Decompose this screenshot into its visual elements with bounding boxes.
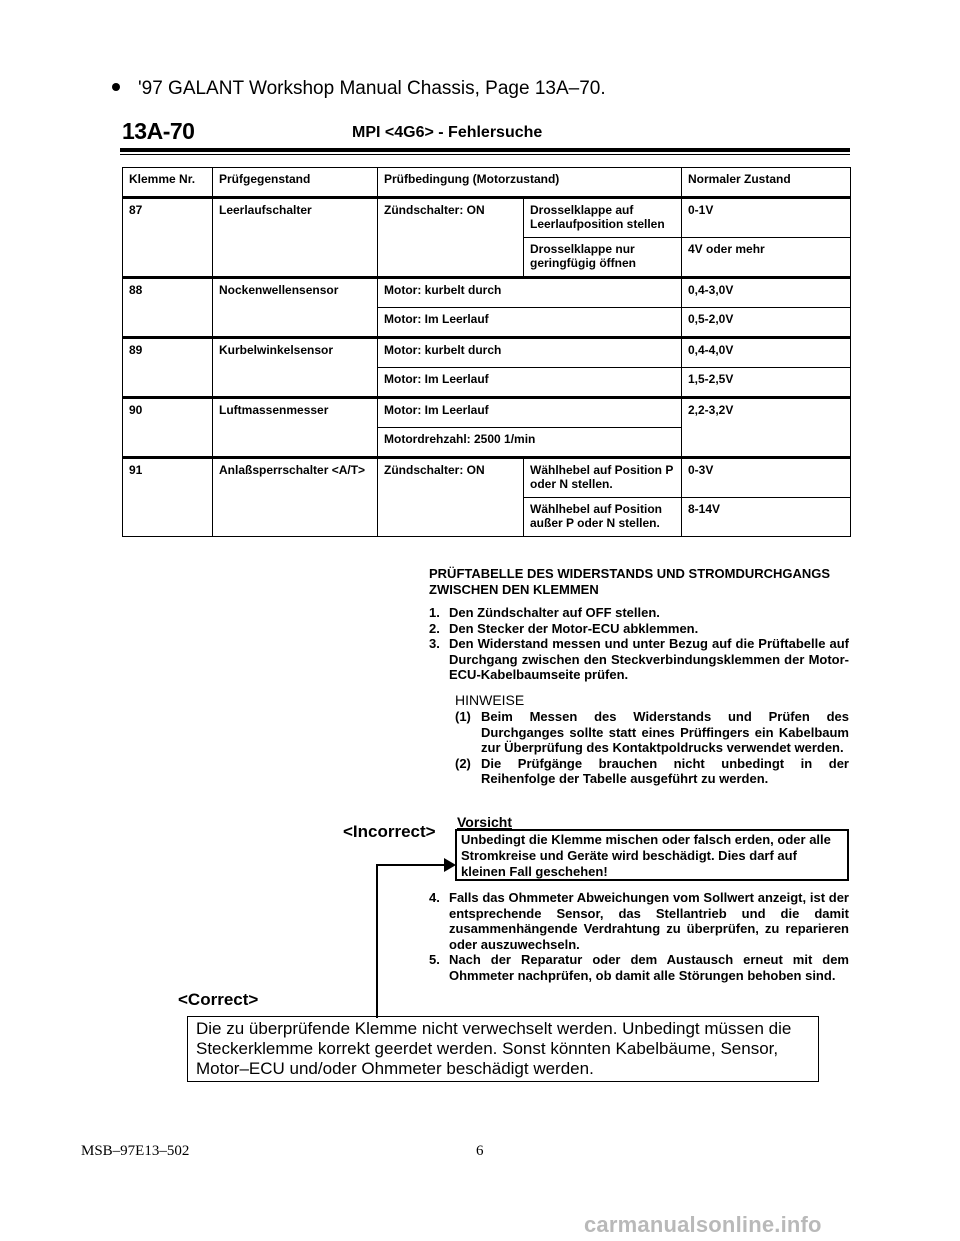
check-condition: Motor: Im Leerlauf	[378, 398, 682, 428]
terminal-number: 91	[123, 458, 213, 537]
check-subcondition: Drosselklappe auf Leerlaufposition stellen	[524, 198, 682, 238]
terminal-number: 88	[123, 278, 213, 338]
table-header-row	[123, 168, 851, 198]
list-item	[429, 605, 849, 621]
step-number: 4.	[429, 890, 440, 905]
check-condition: Motor: Im Leerlauf	[378, 368, 682, 398]
normal-value: 0,5-2,0V	[682, 308, 851, 338]
normal-value: 0-1V	[682, 198, 851, 238]
correct-label: <Correct>	[178, 990, 259, 1009]
step-text: Nach der Reparatur oder dem Austausch erneut mit dem Ohmmeter nachprüfen, ob damit alle Störungen behoben sind.	[449, 952, 849, 983]
normal-value: 1,5-2,5V	[682, 368, 851, 398]
col-header: Prüfgegenstand	[213, 168, 378, 198]
check-item: Anlaßsperrschalter <A/T>	[213, 458, 378, 537]
check-subcondition: Wählhebel auf Position P oder N stellen.	[524, 458, 682, 498]
check-condition: Motor: Im Leerlauf	[378, 308, 682, 338]
spec-table	[122, 167, 851, 537]
step-list-continued	[429, 890, 849, 983]
table-row	[123, 278, 851, 308]
normal-value: 0,4-4,0V	[682, 338, 851, 368]
col-header: Prüfbedingung (Motorzustand)	[378, 168, 682, 198]
normal-value: 0-3V	[682, 458, 851, 498]
terminal-number: 87	[123, 198, 213, 278]
top-line	[112, 78, 606, 100]
step-number: 5.	[429, 952, 440, 967]
check-condition: Zündschalter: ON	[378, 458, 524, 537]
check-condition: Motordrehzahl: 2500 1/min	[378, 428, 682, 458]
check-item: Luftmassenmesser	[213, 398, 378, 458]
check-subcondition: Wählhebel auf Position außer P oder N stellen.	[524, 498, 682, 537]
step-text: Den Stecker der Motor-ECU abklemmen.	[449, 620, 699, 636]
page-number: 13A-70	[122, 118, 195, 144]
table-row	[123, 398, 851, 428]
caution-title: Vorsicht	[457, 814, 512, 830]
note-text: Beim Messen des Widerstands und Prüfen des Durchganges sollte statt eines Prüffingers ein Kabelbaum zur Überprüfung des Kontaktpoldrucks verwendet werden.	[481, 709, 849, 755]
arrow-right-icon	[444, 858, 456, 872]
step-text: Den Widerstand messen und unter Bezug auf die Prüftabelle auf Durchgang zwischen den Steckverbindungsklemmen der Motor-ECU-Kabelbaumseite prüfen.	[449, 636, 849, 682]
check-condition: Zündschalter: ON	[378, 198, 524, 278]
step-list	[429, 605, 849, 683]
check-item: Leerlaufschalter	[213, 198, 378, 278]
terminal-number: 89	[123, 338, 213, 398]
page-title: MPI <4G6> - Fehlersuche	[352, 124, 543, 141]
normal-value: 0,4-3,0V	[682, 278, 851, 308]
col-header: Klemme Nr.	[123, 168, 213, 198]
step-number: 2.	[429, 620, 440, 636]
step-number: 1.	[429, 605, 440, 620]
step-number: 3.	[429, 636, 440, 651]
document-code: MSB–97E13–502	[81, 1143, 190, 1159]
watermark: carmanualsonline.info	[584, 1212, 822, 1237]
note-text: Die Prüfgänge brauchen nicht unbedingt in der Reihenfolge der Tabelle ausgeführt zu werden.	[481, 755, 849, 786]
list-item	[455, 756, 849, 787]
list-item	[429, 636, 849, 683]
header-rule	[120, 148, 850, 152]
header-rule-thin	[120, 154, 850, 155]
note-number: (2)	[455, 755, 471, 771]
list-item	[429, 621, 849, 637]
normal-value: 2,2-3,2V	[682, 398, 851, 458]
top-line-text: '97 GALANT Workshop Manual Chassis, Page 13A–70.	[138, 78, 606, 99]
caution-box: Unbedingt die Klemme mischen oder falsch erden, oder alle Stromkreise und Geräte wird beschädigt. Dies darf auf kleinen Fall geschehen!	[455, 829, 849, 881]
table-row	[123, 458, 851, 498]
section-heading: PRÜFTABELLE DES WIDERSTANDS UND STROMDURCHGANGS ZWISCHEN DEN KLEMMEN	[429, 566, 831, 597]
notes-list	[455, 709, 849, 787]
step-text: Falls das Ohmmeter Abweichungen vom Sollwert anzeigt, ist der entsprechende Sensor, das Stellantrieb und die damit zusammenhängende Verdrahtung zu überprüfen, zu reparieren oder auszuwechseln.	[449, 890, 849, 952]
table-row	[123, 198, 851, 238]
correction-box: Die zu überprüfende Klemme nicht verwechselt werden. Unbedingt müssen die Steckerklemme korrekt geerdet werden. Sonst könnten Kabelbäume, Sensor, Motor–ECU und/oder Ohmmeter beschädigt werden.	[187, 1016, 819, 1082]
check-condition: Motor: kurbelt durch	[378, 338, 682, 368]
note-number: (1)	[455, 709, 471, 724]
col-header: Normaler Zustand	[682, 168, 851, 198]
check-subcondition: Drosselklappe nur geringfügig öffnen	[524, 238, 682, 278]
terminal-number: 90	[123, 398, 213, 458]
table-row	[123, 338, 851, 368]
list-item	[429, 952, 849, 983]
normal-value: 8-14V	[682, 498, 851, 537]
check-item: Nockenwellensensor	[213, 278, 378, 338]
check-item: Kurbelwinkelsensor	[213, 338, 378, 398]
incorrect-label: <Incorrect>	[343, 822, 436, 841]
connector-line-horizontal	[376, 864, 446, 866]
list-item	[429, 890, 849, 952]
list-item	[455, 709, 849, 756]
step-text: Den Zündschalter auf OFF stellen.	[449, 605, 660, 620]
bullet-icon	[112, 83, 120, 91]
notes-title: HINWEISE	[455, 692, 525, 708]
connector-line	[376, 864, 378, 1018]
footer-page-number: 6	[476, 1143, 484, 1159]
check-condition: Motor: kurbelt durch	[378, 278, 682, 308]
normal-value: 4V oder mehr	[682, 238, 851, 278]
